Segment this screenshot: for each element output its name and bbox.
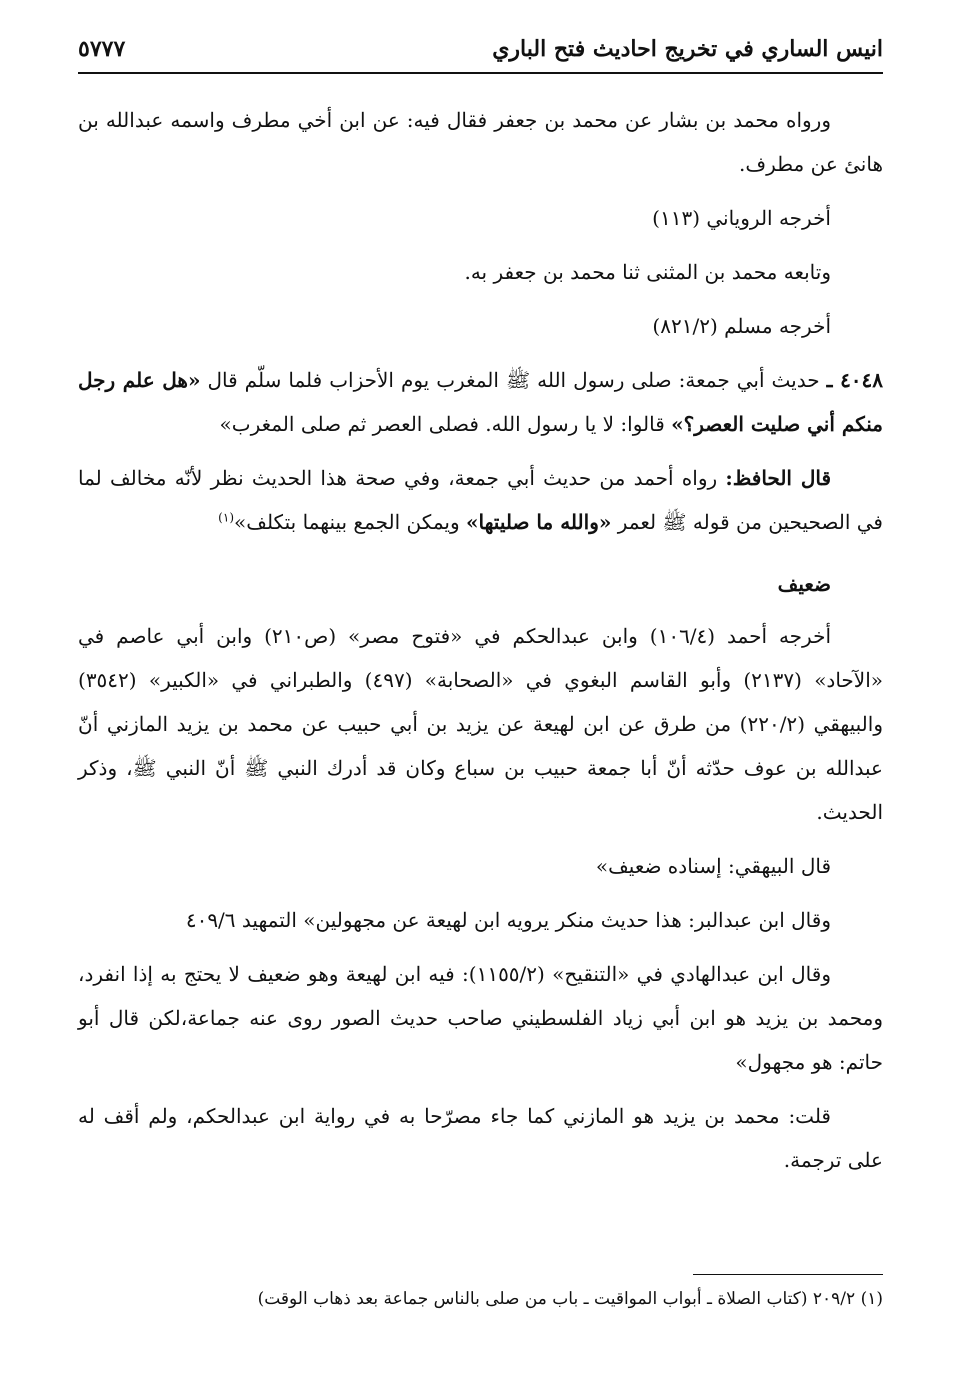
hafiz-comment [78,456,883,544]
paragraph-riwaya: ورواه محمد بن بشار عن محمد بن جعفر فقال فيه: عن ابن أخي مطرف واسمه عبدالله بن هانئ عن مطرف. [78,108,883,176]
paragraph-rooyani: أخرجه الروياني (١١٣) [652,206,831,230]
takhrij-paragraph-1: أخرجه أحمد (١٠٦/٤) وابن عبدالحكم في «فتوح مصر» (ص٢١٠) وابن أبي عاصم في «الآحاد» (٢١٣٧) وأبو القاسم البغوي في «الصحابة» (٤٩٧) والطبراني في «الكبير» (٣٥٤٢) والبيهقي (٢٢٠/٢) من طرق عن ابن لهيعة عن يزيد بن أبي حبيب عن محمد بن يزيد المازني أنّ عبدالله بن عوف حدّثه أنّ أبا جمعة حبيب بن سباع وكان قد أدرك النبي ﷺ أنّ النبي ﷺ، وذكر الحديث. [78,624,883,824]
takhrij-paragraph-5: قلت: محمد بن يزيد هو المازني كما جاء مصرّحا به في رواية ابن عبدالحكم، ولم أقف له على ترجمة. [78,1104,883,1172]
hafiz-text-before: رواه أحمد من حديث أبي جمعة، وفي صحة هذا الحديث نظر لأنّه مخالف لما في الصحيحين من قوله ﷺ لعمر [78,466,883,534]
hafiz-label: قال الحافظ: [725,466,832,490]
takhrij-paragraph-4: وقال ابن عبدالهادي في «التنقيح» (١١٥٥/٢): فيه ابن لهيعة وهو ضعيف لا يحتج به إذا انفرد، ومحمد بن يزيد هو ابن أبي زياد الفلسطيني صاحب حديث الصور روى عنه جماعة،لكن قال أبو حاتم: هو مجهول» [78,962,883,1074]
hadith-quote: «هل علم رجل منكم أني صليت العصر؟» [78,368,883,436]
page-body [78,98,883,1192]
footnote-marker: (١) [860,1289,883,1309]
paragraph-mutaba: وتابعه محمد بن المثنى ثنا محمد بن جعفر به. [464,260,831,284]
hadith-text-after: قالوا: لا يا رسول الله. فصلى العصر ثم صلى المغرب» [219,412,665,436]
paragraph-muslim: أخرجه مسلم (٨٢١/٢) [652,314,831,338]
hafiz-text-after: ويمكن الجمع بينهما بتكلف» [234,510,460,534]
footnote-rule [693,1274,883,1275]
footnote-reference: (١) [218,510,234,525]
hafiz-quote: «والله ما صليتها» [465,510,612,534]
hadith-entry [78,358,883,446]
header-rule [78,72,883,74]
footnote-text: ٢٠٩/٢ (كتاب الصلاة ـ أبواب المواقيت ـ باب من صلى بالناس جماعة بعد ذهاب الوقت) [257,1289,856,1309]
takhrij-paragraph-2: قال البيهقي: إسناده ضعيف» [595,854,831,878]
hadith-number: ٤٠٤٨ ـ [826,368,884,392]
footnote [78,1284,883,1314]
takhrij-paragraph-3: وقال ابن عبدالبر: هذا حديث منكر يرويه ابن لهيعة عن مجهولين» التمهيد ٤٠٩/٦ [185,908,831,932]
hadith-text-before: حديث أبي جمعة: صلى رسول الله ﷺ المغرب يوم الأحزاب فلما سلّم قال [207,368,820,392]
page-header [78,28,883,74]
book-title: انيس الساري في تخريج احاديث فتح الباري [492,36,883,62]
page-number: ٥٧٧٧ [78,36,126,62]
grade-heading: ضعيف [777,572,831,596]
